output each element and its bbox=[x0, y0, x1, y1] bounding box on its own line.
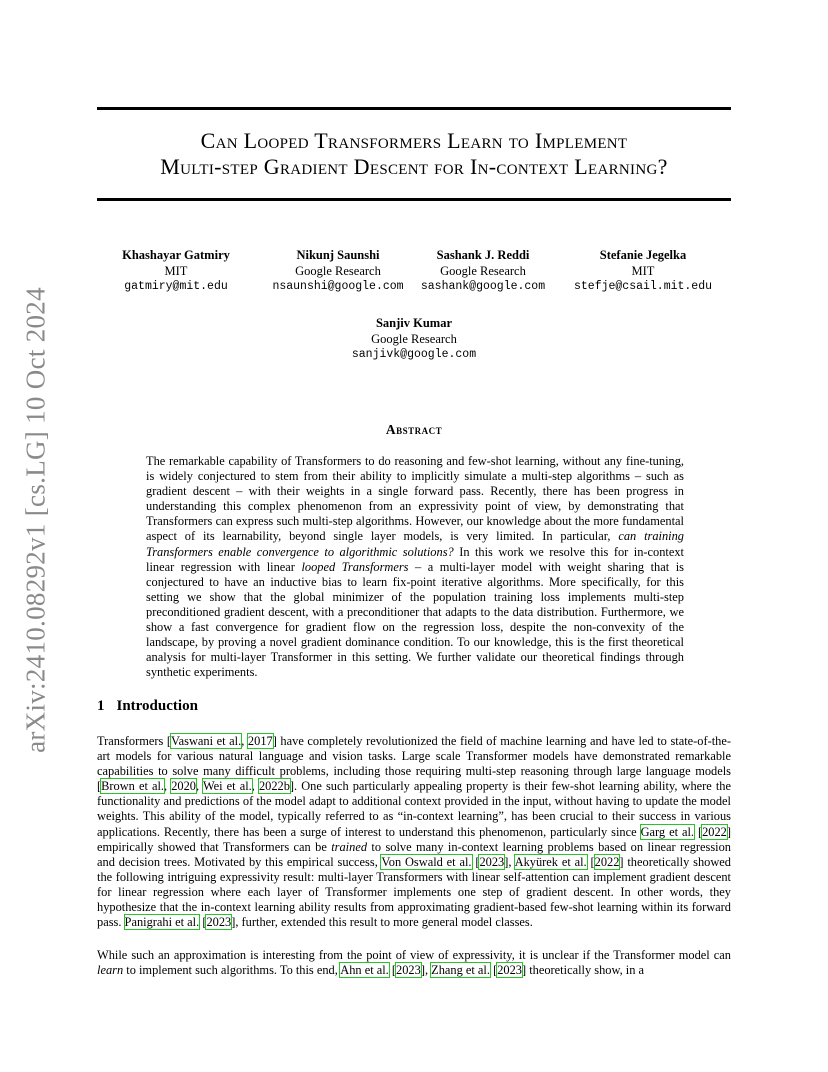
citation-link[interactable]: Von Oswald et al. bbox=[381, 854, 472, 869]
body-emphasis: learn bbox=[97, 963, 124, 978]
body-emphasis: trained bbox=[331, 839, 368, 854]
body-text: , bbox=[164, 779, 172, 794]
citation-link[interactable]: 2023 bbox=[206, 915, 232, 930]
section-title: Introduction bbox=[116, 698, 198, 714]
author-affiliation: Google Research bbox=[295, 263, 381, 278]
body-text: [ bbox=[199, 915, 207, 930]
intro-paragraph-2 bbox=[97, 948, 731, 978]
citation-link[interactable]: Zhang et al. bbox=[431, 963, 490, 978]
body-text: ], further, extended this result to more general model classes. bbox=[231, 915, 533, 930]
citation-link[interactable]: 2022 bbox=[594, 854, 620, 869]
title-top-rule bbox=[97, 107, 731, 110]
body-text: , bbox=[241, 734, 248, 748]
body-text: [ bbox=[694, 824, 703, 839]
author-block bbox=[558, 248, 728, 295]
author-affiliation: MIT bbox=[631, 263, 655, 278]
section-heading bbox=[97, 698, 198, 715]
arxiv-identifier: arXiv:2410.08292v1 [cs.LG] 10 Oct 2024 bbox=[20, 287, 51, 753]
body-text: ] theoretically showed the following intriguing expressivity result: multi-layer Transformers with linear self-attention can implement gradient descent for linear regression where each layer of Transformer implements one step of gradient descent. In other words, they hypothesize that the in-context learning ability results from approximating gradient-based few-shot learning within its forward pass. bbox=[97, 854, 731, 930]
author-name: Stefanie Jegelka bbox=[599, 248, 687, 262]
author-block bbox=[408, 248, 558, 295]
author-affiliation: Google Research bbox=[440, 263, 526, 278]
abstract-text: – a multi-layer model with weight sharing that is conjectured to have an inductive bias to learn fix-point iterative algorithms. More specifically, for this setting we show that the global minimizer of the population training loss implements multi-step preconditioned gradient descent, with a preconditioner that adapts to the data distribution. Furthermore, we show a fast convergence for gradient flow on the regression loss, despite the non-convexity of the landscape, by proving a novel gradient dominance condition. To our knowledge, this is the first theoretical analysis for multi-layer Transformer in this setting. We further validate our theoretical findings through synthetic experiments. bbox=[146, 559, 684, 680]
citation-link[interactable]: 2017 bbox=[247, 734, 273, 748]
section-number: 1 bbox=[97, 698, 105, 714]
body-text: ] empirically showed that Transformers can be bbox=[97, 824, 731, 854]
title-line-1: Can Looped Transformers Learn to Implement bbox=[200, 128, 628, 153]
author-email[interactable]: sashank@google.com bbox=[420, 280, 546, 293]
abstract-body bbox=[146, 454, 684, 680]
paper-title bbox=[97, 128, 731, 180]
citation-link[interactable]: 2022b bbox=[258, 779, 290, 794]
citation-link[interactable]: 2022 bbox=[702, 824, 727, 839]
body-text: ] theoretically show, in a bbox=[522, 963, 645, 978]
author-affiliation: MIT bbox=[164, 263, 188, 278]
author-block bbox=[250, 248, 426, 295]
author-email[interactable]: gatmiry@mit.edu bbox=[124, 280, 228, 293]
author-email[interactable]: nsaunshi@google.com bbox=[272, 280, 404, 293]
body-text: While such an approximation is interesting from the point of view of expressivity, it is unclear if the Transformer model can bbox=[97, 948, 731, 962]
body-text: , bbox=[251, 779, 259, 794]
citation-link[interactable]: Garg et al. bbox=[640, 824, 694, 839]
author-email[interactable]: sanjivk@google.com bbox=[351, 348, 477, 361]
body-text: [ bbox=[388, 963, 397, 978]
abstract-text: In this work we resolve this for in-context linear regression with linear bbox=[146, 544, 684, 574]
citation-link[interactable]: Brown et al. bbox=[101, 779, 165, 794]
citation-link[interactable]: 2023 bbox=[497, 963, 522, 978]
body-text: [ bbox=[489, 963, 498, 978]
abstract-text: The remarkable capability of Transformers to do reasoning and few-shot learning, without any fine-tuning, is widely conjectured to stem from their ability to implicitly simulate a multi-step algorithms – such as gradient descent – with their weights in a single forward pass. Recently, there has been progress in understanding this complex phenomenon from an expressivity point of view, by demonstrating that Transformers can express such multi-step algorithms. However, our knowledge about the more fundamental aspect of its learnability, beyond single layer models, is very limited. In particular, bbox=[146, 454, 684, 544]
citation-link[interactable]: Ahn et al. bbox=[340, 963, 389, 978]
body-text: ]. One such particularly appealing property is their few-shot learning ability, where the functionality and predictions of the model adapt to additional context provided in the input, without having to update the model weights. This ability of the model, typically referred to as “in-context learning”, has been crucial to their success in various applications. Recently, there has been a surge of interest to understand this phenomenon, particularly since bbox=[97, 779, 731, 839]
body-text: [ bbox=[471, 854, 480, 869]
abstract-heading: Abstract bbox=[385, 422, 443, 437]
author-name: Khashayar Gatmiry bbox=[122, 248, 230, 262]
author-block bbox=[101, 248, 251, 295]
author-name: Nikunj Saunshi bbox=[296, 248, 380, 262]
author-block bbox=[338, 316, 490, 363]
citation-link[interactable]: Vaswani et al. bbox=[171, 734, 242, 748]
abstract-emphasis: can training Transformers enable convergence to algorithmic solutions? bbox=[146, 529, 684, 559]
body-text: [ bbox=[586, 854, 595, 869]
title-line-2: Multi-step Gradient Descent for In-context Learning? bbox=[160, 154, 668, 179]
citation-link[interactable]: 2020 bbox=[171, 779, 196, 794]
body-text: , bbox=[195, 779, 203, 794]
author-email[interactable]: stefje@csail.mit.edu bbox=[573, 280, 713, 293]
body-text: to solve many in-context learning problems based on linear regression and decision trees. Motivated by this empirical success, bbox=[97, 839, 731, 869]
citation-link[interactable]: Panigrahi et al. bbox=[124, 915, 200, 930]
body-text: Transformers [ bbox=[97, 734, 172, 748]
abstract-emphasis: looped Transformers bbox=[301, 559, 409, 574]
citation-link[interactable]: 2023 bbox=[479, 854, 505, 869]
author-name: Sashank J. Reddi bbox=[436, 248, 530, 262]
author-name: Sanjiv Kumar bbox=[375, 316, 453, 330]
citation-link[interactable]: Wei et al. bbox=[202, 779, 252, 794]
body-text: ], bbox=[504, 854, 515, 869]
body-text: ], bbox=[420, 963, 432, 978]
body-text: to implement such algorithms. To this end, bbox=[123, 963, 341, 978]
citation-link[interactable]: 2023 bbox=[396, 963, 421, 978]
title-bottom-rule bbox=[97, 198, 731, 201]
author-affiliation: Google Research bbox=[371, 331, 457, 346]
body-text: ] have completely revolutionized the field of machine learning and have led to state-of-the-art models for various natural language and vision tasks. Large scale Transformer models have demonstrated remarkable capabilities to solve many difficult problems, including those requiring multi-step reasoning through large language models [ bbox=[97, 734, 731, 794]
intro-paragraph-1 bbox=[97, 734, 731, 930]
citation-link[interactable]: Akyürek et al. bbox=[514, 854, 587, 869]
